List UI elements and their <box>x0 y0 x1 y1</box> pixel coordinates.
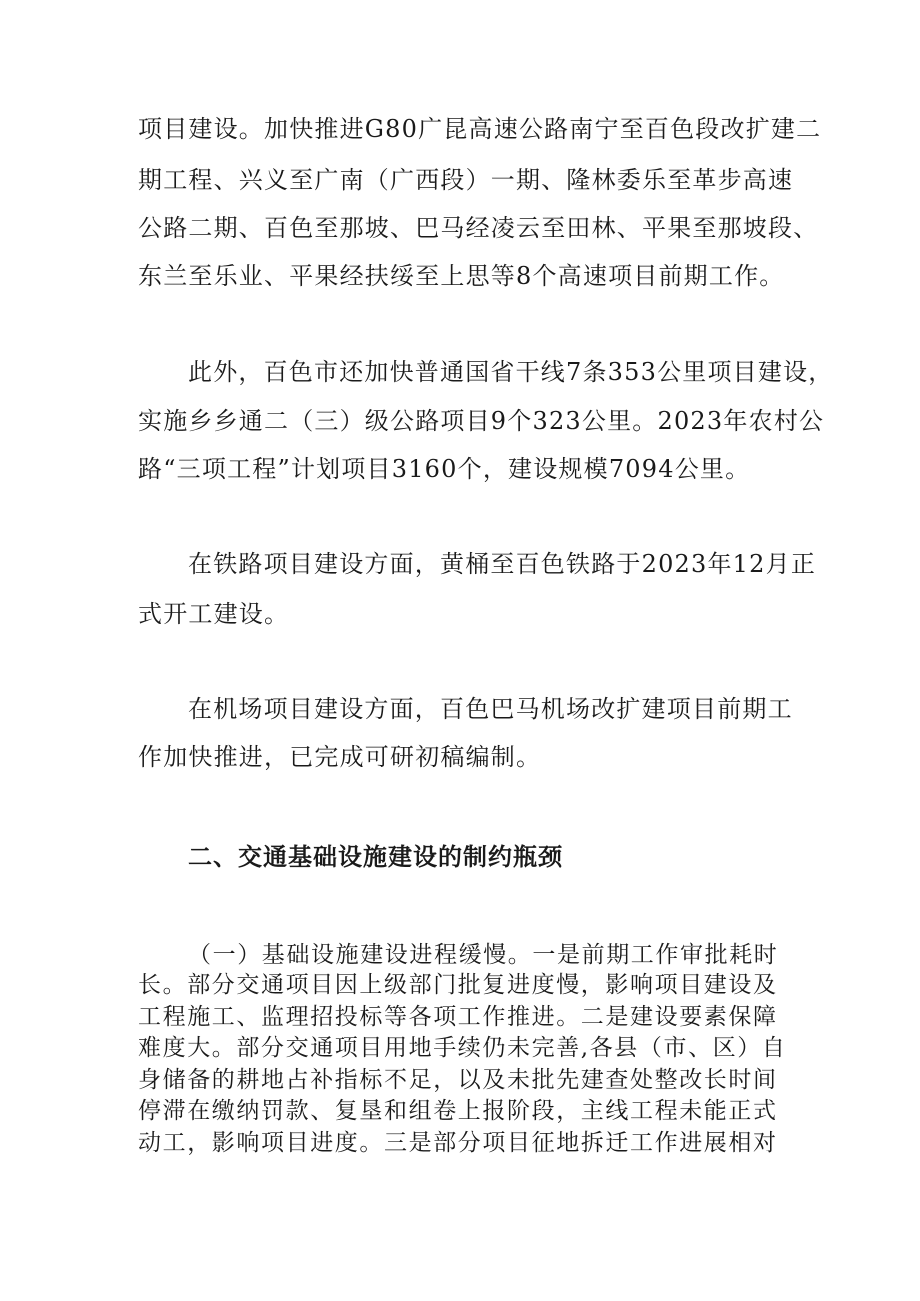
paragraph-line: 停滞在缴纳罚款、复垦和组卷上报阶段，主线工程未能正式 <box>138 1098 778 1124</box>
paragraph-line: 作加快推进，已完成可研初稿编制。 <box>138 743 542 771</box>
paragraph-line: （一）基础设施建设进程缓慢。一是前期工作审批耗时 <box>188 942 779 968</box>
paragraph-line: 动工，影响项目进度。三是部分项目征地拆迁工作进展相对 <box>138 1130 778 1156</box>
paragraph-line: 实施乡乡通二（三）级公路项目9个323公里。2023年农村公 <box>138 407 825 435</box>
paragraph-line: 项目建设。加快推进G80广昆高速公路南宁至百色段改扩建二 <box>138 115 822 143</box>
paragraph-line: 期工程、兴义至广南（广西段）一期、隆林委乐至革步高速 <box>138 166 794 194</box>
paragraph-line: 东兰至乐业、平果经扶绥至上思等8个高速项目前期工作。 <box>138 262 785 290</box>
paragraph-line: 此外，百色市还加快普通国省干线7条353公里项目建设， <box>188 358 834 386</box>
paragraph-line: 在机场项目建设方面，百色巴马机场改扩建项目前期工 <box>188 695 793 723</box>
paragraph-line: 式开工建设。 <box>138 600 290 628</box>
paragraph-line: 在铁路项目建设方面，黄桶至百色铁路于2023年12月正 <box>188 550 817 578</box>
paragraph-line: 工程施工、监理招投标等各项工作推进。二是建设要素保障 <box>138 1004 778 1030</box>
paragraph-line: 长。部分交通项目因上级部门批复进度慢，影响项目建设及 <box>138 972 778 998</box>
paragraph-line: 路“三项工程”计划项目3160个，建设规模7094公里。 <box>138 455 751 483</box>
section-heading: 二、交通基础设施建设的制约瓶颈 <box>188 843 563 871</box>
paragraph-line: 难度大。部分交通项目用地手续仍未完善,各县（市、区）自 <box>138 1035 787 1061</box>
paragraph-line: 公路二期、百色至那坡、巴马经凌云至田林、平果至那坡段、 <box>138 214 819 242</box>
paragraph-line: 身储备的耕地占补指标不足，以及未批先建查处整改长时间 <box>138 1067 778 1093</box>
